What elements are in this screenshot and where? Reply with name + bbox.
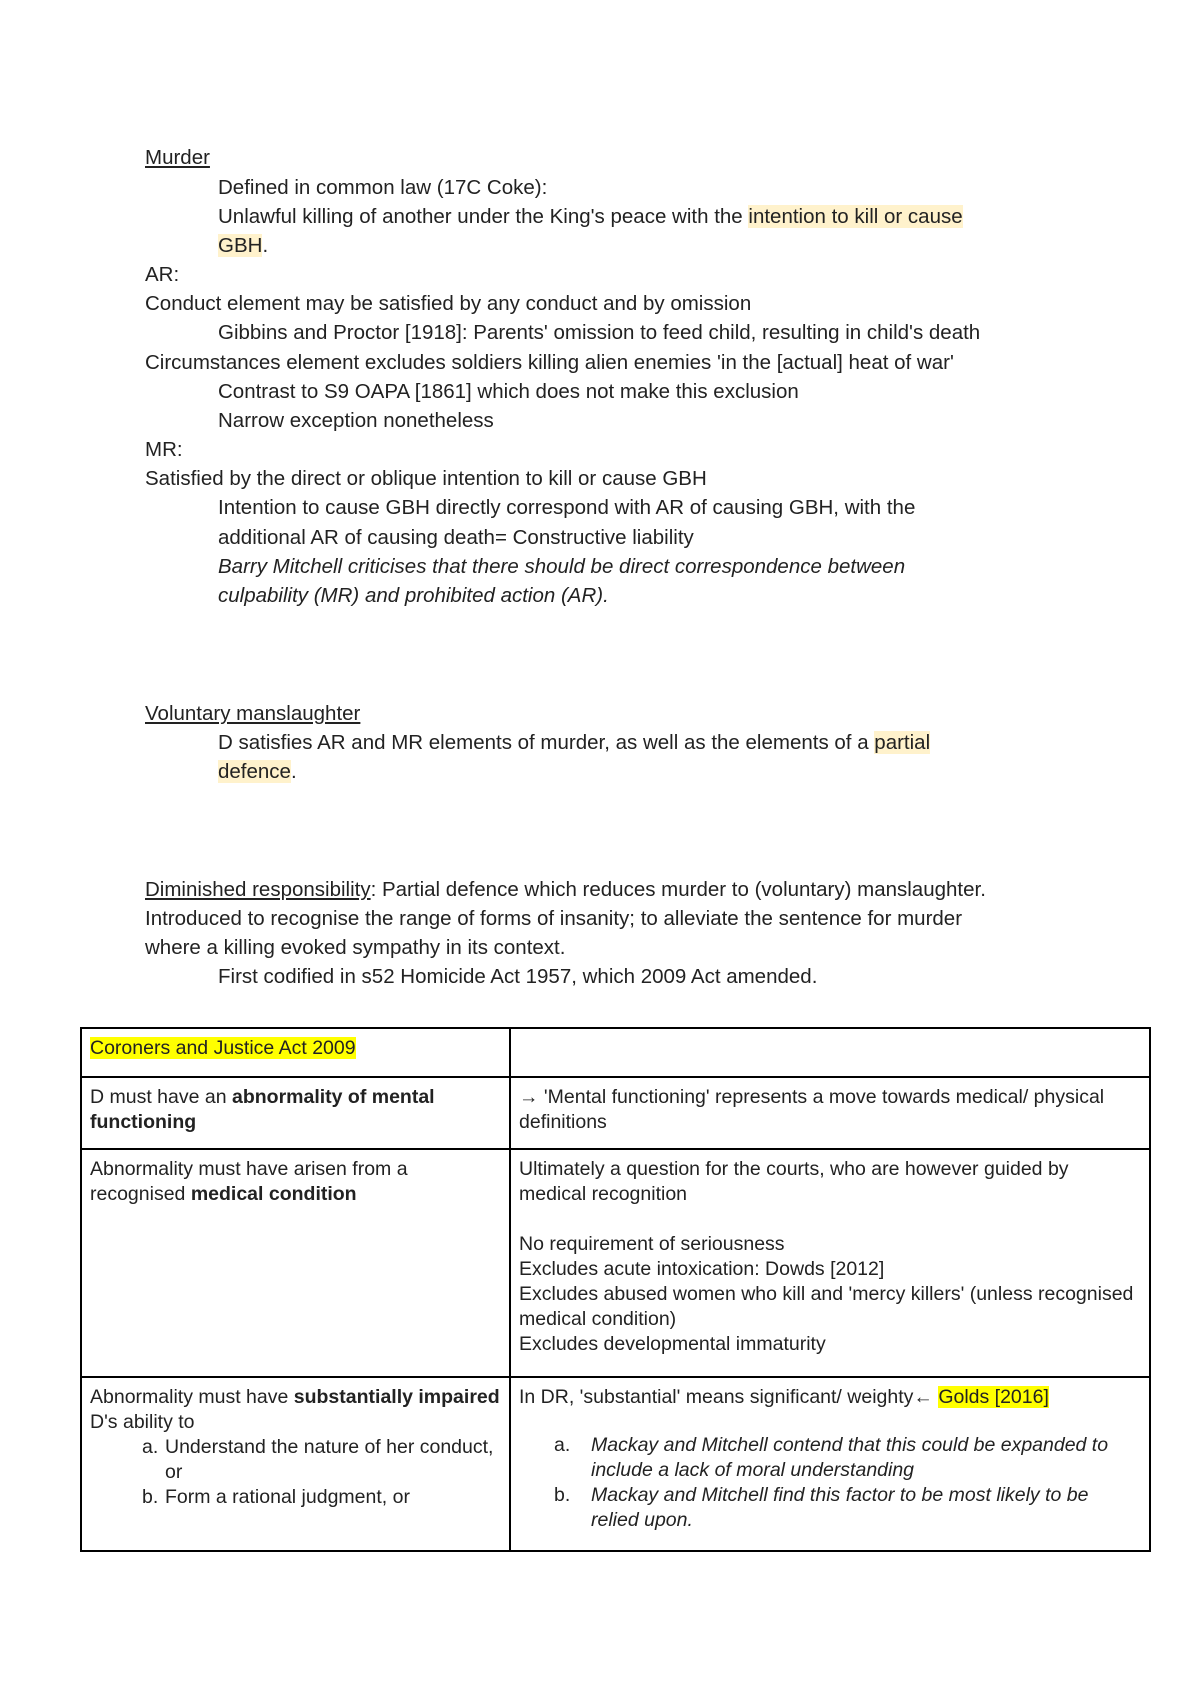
table-row <box>81 1377 1150 1551</box>
commentary-cell: → 'Mental functioning' represents a move towards medical/ physical definitions <box>510 1077 1150 1149</box>
diminished-responsibility-line: Diminished responsibility: Partial defence which reduces murder to (voluntary) manslaughter. <box>145 878 986 901</box>
requirement-cell: D must have an abnormality of mental functioning <box>81 1077 510 1149</box>
coroners-justice-act-table <box>80 1027 1151 1552</box>
commentary-cell: Ultimately a question for the courts, who are however guided by medical recognition No requirement of seriousness Excludes acute intoxication: Dowds [2012] Excludes abused women who kill and 'mercy killers' (unless recognised medical condition) Excludes developmental immaturity <box>510 1149 1150 1377</box>
diminished-responsibility-heading: Diminished responsibility <box>145 878 371 901</box>
list-item: b. Form a rational judgment, or <box>142 1486 410 1508</box>
murder-definition: Unlawful killing of another under the King's peace with the intention to kill or cause <box>218 205 963 228</box>
mr-label: MR: <box>145 438 183 461</box>
ar-label: AR: <box>145 263 180 286</box>
table-row <box>81 1149 1150 1377</box>
highlighted-text: Golds [2016] <box>938 1386 1049 1408</box>
circumstances-element: Circumstances element excludes soldiers killing alien enemies 'in the [actual] heat of war' <box>145 351 954 374</box>
list-item: a. Mackay and Mitchell contend that this could be expanded to include a lack of moral understanding <box>554 1434 1109 1481</box>
narrow-exception: Narrow exception nonetheless <box>218 409 494 432</box>
table-row <box>81 1028 1150 1077</box>
voluntary-manslaughter-heading: Voluntary manslaughter <box>145 702 361 725</box>
barry-mitchell-critique-cont: culpability (MR) and prohibited action (AR). <box>218 584 609 607</box>
oapa-contrast: Contrast to S9 OAPA [1861] which does not make this exclusion <box>218 380 799 403</box>
gbh-correspondence: Intention to cause GBH directly correspond with AR of causing GBH, with the <box>218 496 916 519</box>
highlighted-text: partial <box>874 731 931 754</box>
murder-definition-cont: GBH. <box>218 234 269 257</box>
gibbins-case: Gibbins and Proctor [1918]: Parents' omission to feed child, resulting in child's death <box>218 321 981 344</box>
requirement-cell: Abnormality must have arisen from a recognised medical condition <box>81 1149 510 1377</box>
murder-heading: Murder <box>145 146 210 169</box>
conduct-element: Conduct element may be satisfied by any conduct and by omission <box>145 292 752 315</box>
murder-definition-source: Defined in common law (17C Coke): <box>218 176 548 199</box>
table-title-cell <box>81 1028 510 1077</box>
list-item: a. Understand the nature of her conduct, or <box>142 1436 494 1483</box>
barry-mitchell-critique: Barry Mitchell criticises that there should be direct correspondence between <box>218 555 906 578</box>
table-title: Coroners and Justice Act 2009 <box>90 1037 356 1059</box>
gbh-correspondence-cont: additional AR of causing death= Constructive liability <box>218 526 694 549</box>
diminished-intro-cont: where a killing evoked sympathy in its context. <box>145 936 566 959</box>
table-empty-cell <box>510 1028 1150 1077</box>
commentary-cell: In DR, 'substantial' means significant/ weighty← Golds [2016] a. Mackay and Mitchell contend that this could be expanded to include a lack of moral understanding b. Mackay and Mitchell find this factor to be most likely to be relied upon. <box>510 1377 1150 1551</box>
voluntary-definition: D satisfies AR and MR elements of murder, as well as the elements of a partial <box>218 731 931 754</box>
highlighted-text: defence <box>218 760 291 783</box>
diminished-intro: Introduced to recognise the range of forms of insanity; to alleviate the sentence for murder <box>145 907 963 930</box>
requirement-cell: Abnormality must have substantially impaired D's ability to a. Understand the nature of her conduct, or b. Form a rational judgment, or <box>81 1377 510 1551</box>
table-row <box>81 1077 1150 1149</box>
highlighted-text: GBH <box>218 234 263 257</box>
highlighted-text: intention to kill or cause <box>748 205 963 228</box>
list-item: b. Mackay and Mitchell find this factor to be most likely to be relied upon. <box>554 1484 1089 1531</box>
mr-satisfied: Satisfied by the direct or oblique intention to kill or cause GBH <box>145 467 707 490</box>
voluntary-definition-cont: defence. <box>218 760 297 783</box>
codification-note: First codified in s52 Homicide Act 1957, which 2009 Act amended. <box>218 965 818 988</box>
